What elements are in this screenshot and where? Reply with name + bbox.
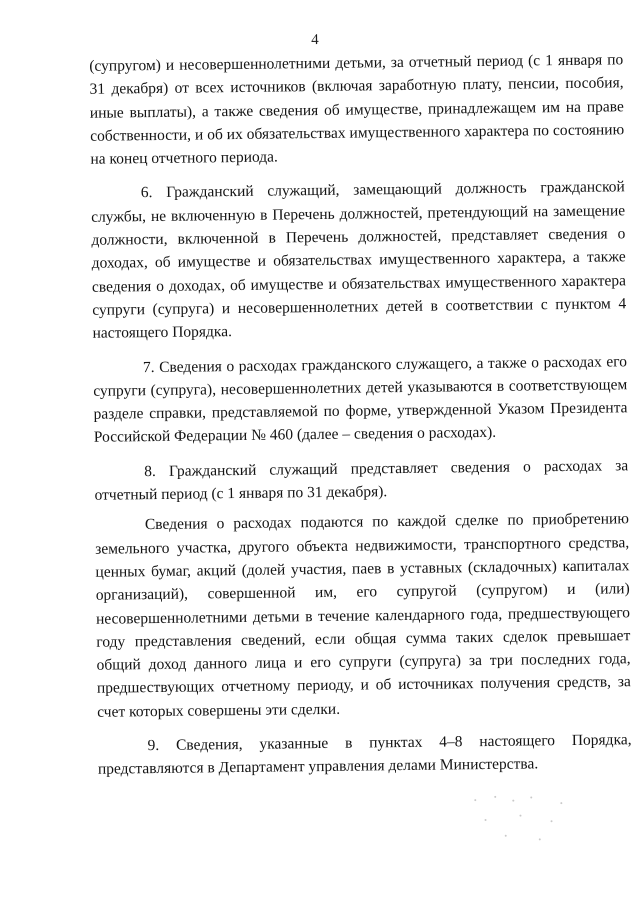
page-number: 4 [311,31,319,49]
scan-noise [464,790,575,851]
paragraph-item-6: 6. Гражданский служащий, замещающий должность гражданской службы, не включенную в Перечень должностей, претендующий на замещение должности, включенной в Перечень должностей, представляет сведения о доходах, об имуществе и обязательствах имущественного характера, а также сведения о доходах, об имуществе и обязательствах имущественного характера супруги (супруга) и несовершеннолетних детей в соответствии с пунктом 4 настоящего Порядка. [91,178,627,343]
paragraph-item-8-detail: Сведения о расходах подаются по каждой сделке по приобретению земельного участка, другого объекта недвижимости, транспортного средства, ценных бумаг, акций (долей участия, паев в уставных (складочных) капиталах организаций), совершенной им, его супругой (супругом) и (или) несовершеннолетними детьми в течение календарного года, предшествующего году представления сведений, если общая сумма таких сделок превышает общий доход данного лица и его супруги (супруга) за три последних года, предшествующих отчетному периоду, и об источниках получения средств, за счет которых совершены эти сделки. [95,510,631,721]
paragraph-item-7: 7. Сведения о расходах гражданского служащего, а также о расходах его супруги (супруга), несовершеннолетних детей указываются в соответствующем разделе справки, представляемой по форме, утвержденной Указом Президента Российской Федерации № 460 (далее – сведения о расходах). [93,352,628,447]
paragraph-item-8: 8. Гражданский служащий представляет сведения о расходах за отчетный период (с 1 января по 31 декабря). [94,456,629,504]
document-body [89,48,632,781]
paragraph-item-9: 9. Сведения, указанные в пунктах 4–8 настоящего Порядка, представляются в Департамент управления делами Министерства. [97,731,632,779]
paragraph-continuation: (супругом) и несовершеннолетними детьми, за отчетный период (с 1 января по 31 декабря) от всех источников (включая заработную плату, пенсии, пособия, иные выплаты), а также сведения об имуществе, принадлежащем им на праве собственности, и об их обязательствах имущественного характера по состоянию на конец отчетного периода. [89,51,625,168]
